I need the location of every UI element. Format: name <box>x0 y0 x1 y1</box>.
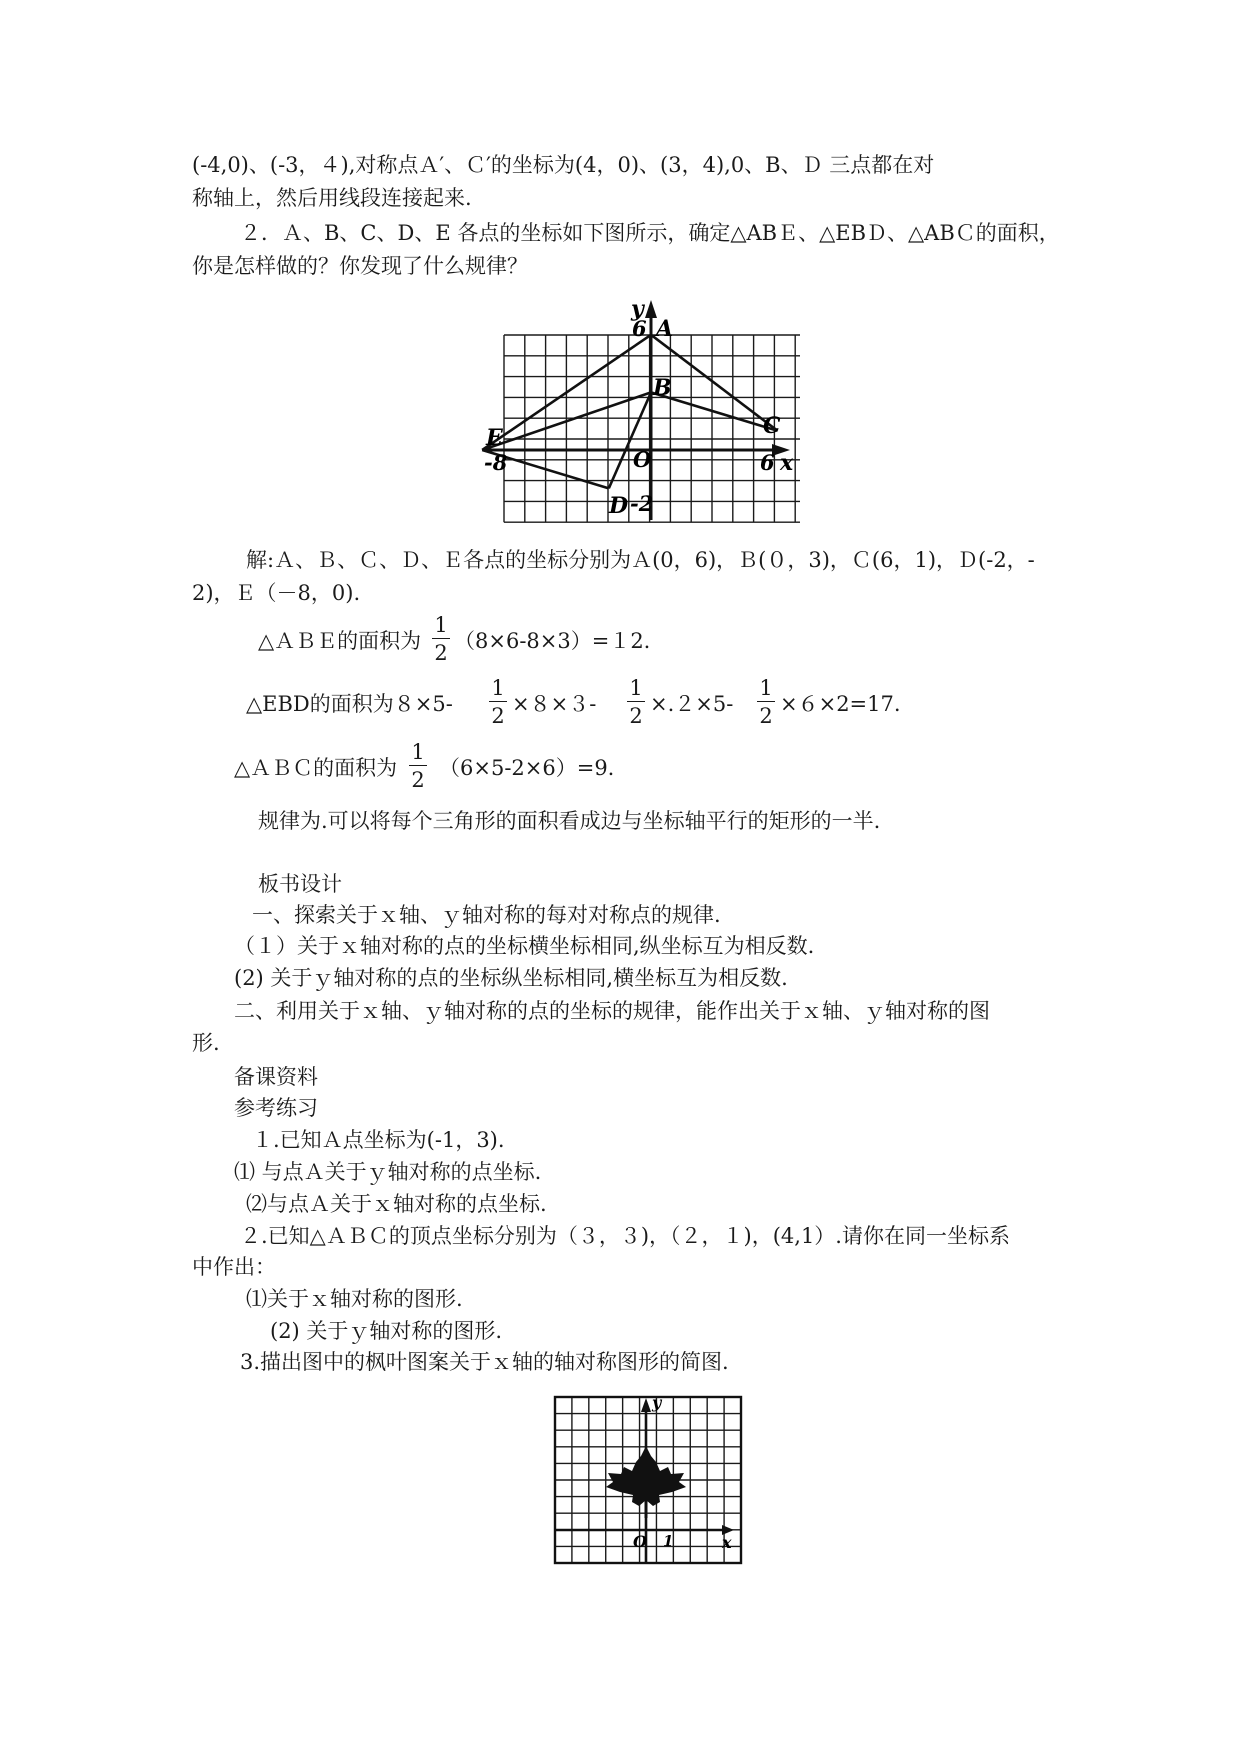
x-axis-label: x <box>722 1533 732 1552</box>
y-axis-label: y <box>631 296 644 322</box>
fraction-one-half <box>627 675 645 728</box>
fraction-one-half <box>432 612 450 665</box>
x-tick-label-6: 6 <box>760 450 775 475</box>
exercise-line: １.已知Ａ点坐标为(-1，3). <box>252 1128 505 1152</box>
fraction-numerator: 1 <box>627 675 645 702</box>
area-abe-expression: （8×6-8×3）=１2. <box>454 629 651 653</box>
point-label-b: B <box>653 375 672 401</box>
exercise-line: ⑴ 与点Ａ关于ｙ轴对称的点坐标. <box>234 1160 542 1184</box>
board-design-line: (2) 关于ｙ轴对称的点的坐标纵坐标相同,横坐标互为相反数. <box>234 966 788 990</box>
triangle-grid-figure <box>470 295 800 525</box>
fraction-numerator: 1 <box>432 612 450 639</box>
board-design-line: 一、探索关于ｘ轴、ｙ轴对称的每对对称点的规律. <box>252 903 721 927</box>
area-ebd-result: ×６×2=17. <box>780 692 901 716</box>
exercise-line: 中作出： <box>192 1255 276 1279</box>
fraction-numerator: 1 <box>409 739 427 766</box>
fraction-denominator: 2 <box>434 641 448 665</box>
fraction-numerator: 1 <box>757 675 775 702</box>
area-ebd-prefix: △EBD的面积为８×5- <box>246 692 453 716</box>
x-axis-label: x <box>780 450 794 476</box>
fraction-denominator: 2 <box>759 704 773 728</box>
point-label-a: A <box>656 316 674 342</box>
maple-leaf-grid-figure <box>548 1390 748 1570</box>
rule-statement: 规律为.可以将每个三角形的面积看成边与坐标轴平行的矩形的一半. <box>258 809 881 833</box>
fraction-denominator: 2 <box>629 704 643 728</box>
fraction-numerator: 1 <box>489 675 507 702</box>
y-tick-label-6: 6 <box>632 316 647 341</box>
reference-exercises-title: 参考练习 <box>234 1096 318 1120</box>
exercise-line: ⑵与点Ａ关于ｘ轴对称的点坐标. <box>246 1192 547 1216</box>
fraction-one-half <box>757 675 775 728</box>
area-abe-prefix: △ＡＢＥ的面积为 <box>258 629 422 653</box>
board-design-line: （１）关于ｘ轴对称的点的坐标横坐标相同,纵坐标互为相反数. <box>234 934 815 958</box>
fraction-denominator: 2 <box>411 768 425 792</box>
triangle-segment-db <box>609 392 651 488</box>
area-ebd-term: ×８×３- <box>512 692 597 716</box>
problem-2-line: ２．Ａ、B、C、D、E 各点的坐标如下图所示，确定△ABＥ、△EBＤ、△ABＣ的面积， <box>240 221 1060 245</box>
exercise-line: ２.已知△ＡＢＣ的顶点坐标分别为（３，３)，（２，１)，(4,1）.请你在同一坐标系 <box>240 1224 1010 1248</box>
exercise-line: (2) 关于ｙ轴对称的图形. <box>270 1319 503 1343</box>
prep-materials-title: 备课资料 <box>234 1065 318 1089</box>
y-axis-label: y <box>652 1393 662 1412</box>
text-line: 称轴上，然后用线段连接起来. <box>192 186 472 210</box>
board-design-line: 二、利用关于ｘ轴、ｙ轴对称的点的坐标的规律，能作出关于ｘ轴、ｙ轴对称的图 <box>234 999 990 1023</box>
fraction-one-half <box>489 675 507 728</box>
solution-line: 2)，Ｅ（－8，0). <box>192 581 361 605</box>
problem-2-line: 你是怎样做的？你发现了什么规律？ <box>192 254 528 278</box>
exercise-line: 3.描出图中的枫叶图案关于ｘ轴的轴对称图形的简图. <box>240 1350 729 1374</box>
board-design-title: 板书设计 <box>258 872 342 896</box>
point-label-c: C <box>763 413 781 439</box>
exercise-line: ⑴关于ｘ轴对称的图形. <box>246 1287 463 1311</box>
point-label-d: D <box>609 493 629 519</box>
fraction-denominator: 2 <box>491 704 505 728</box>
text-line: (-4,0)、(-3，４),对称点Ａ′、Ｃ′的坐标为(4，0)、(3，4),0、B、Ｄ 三点都在对 <box>192 153 935 177</box>
fraction-one-half <box>409 739 427 792</box>
x-tick-label-neg8: -8 <box>484 450 508 475</box>
y-axis-arrow <box>641 1398 651 1412</box>
area-abc-expression: （6×5-2×6）=9. <box>439 756 615 780</box>
origin-label: O <box>633 447 652 472</box>
board-design-line: 形. <box>192 1031 220 1055</box>
point-label-e: E <box>486 425 503 451</box>
area-ebd-term: ×.２×5- <box>650 692 734 716</box>
area-abc-prefix: △ＡＢＣ的面积为 <box>234 756 398 780</box>
origin-label: O <box>633 1532 647 1551</box>
solution-line: 解:Ａ、Ｂ、Ｃ、Ｄ、Ｅ各点的坐标分别为Ａ(0，6)，Ｂ(０，3)，Ｃ(6，1)，Ｄ(-2，- <box>246 548 1035 572</box>
y-tick-label-neg2: -2 <box>630 491 654 516</box>
x-tick-label-1: 1 <box>663 1532 674 1550</box>
